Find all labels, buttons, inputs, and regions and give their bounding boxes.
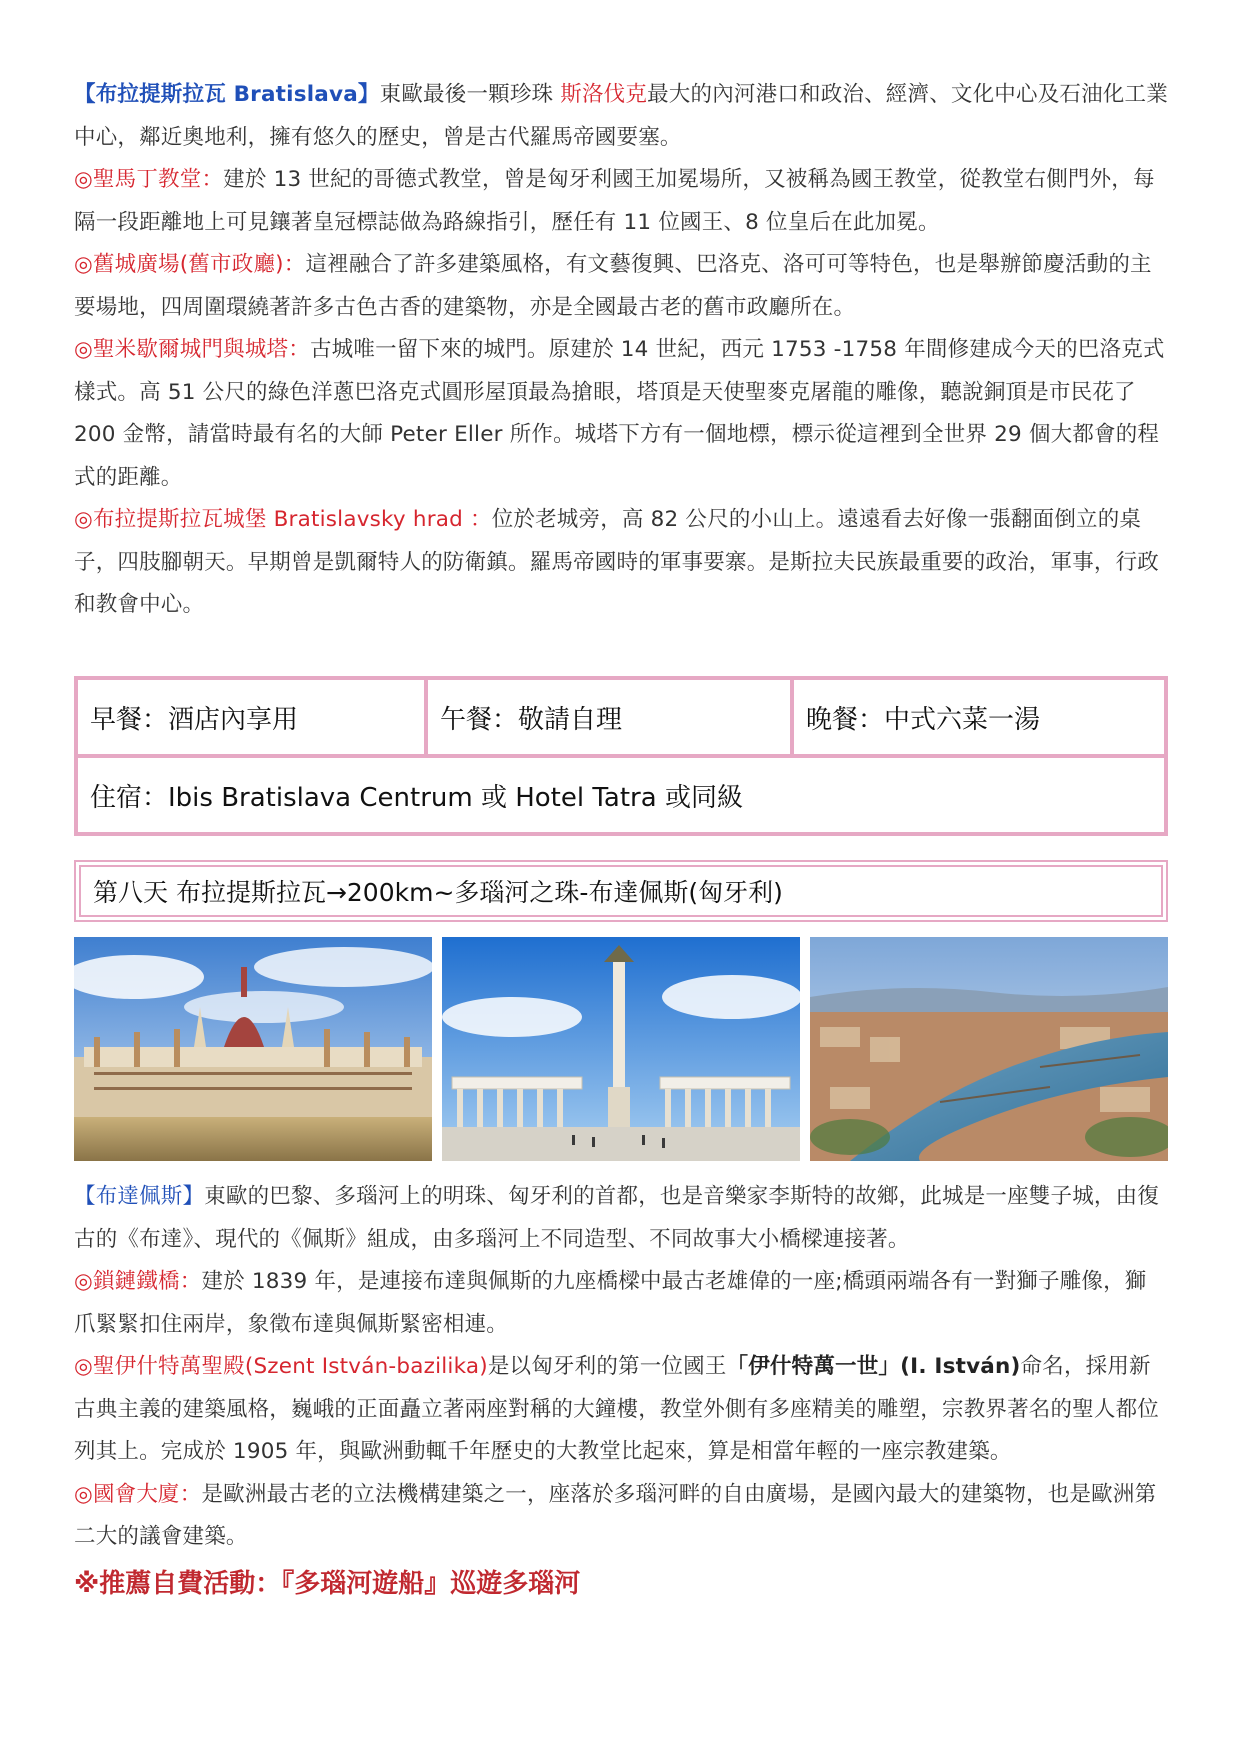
breakfast-cell: 早餐：酒店內享用 bbox=[76, 678, 426, 756]
michael-gate-name: ◎聖米歇爾城門與城塔： bbox=[74, 337, 310, 362]
dinner-cell: 晚餐：中式六菜一湯 bbox=[792, 678, 1166, 756]
photo-strip bbox=[74, 937, 1168, 1161]
budapest-intro bbox=[74, 1176, 1168, 1261]
parliament-paragraph bbox=[74, 1474, 1168, 1559]
old-town-name: ◎舊城廣場(舊市政廳)： bbox=[74, 252, 306, 277]
castle-name: ◎布拉提斯拉瓦城堡 Bratislavsky hrad ： bbox=[74, 507, 492, 532]
michael-gate-paragraph bbox=[74, 329, 1168, 499]
st-martin-name: ◎聖馬丁教堂： bbox=[74, 167, 224, 192]
parliament-name: ◎國會大廈： bbox=[74, 1481, 202, 1507]
st-martin-paragraph bbox=[74, 159, 1168, 244]
budapest-intro-text: 東歐的巴黎、多瑙河上的明珠、匈牙利的首都，也是音樂家李斯特的故鄉，此城是一座雙子城，由復古的《布達》、現代的《佩斯》組成，由多瑙河上不同造型、不同故事大小橋樑連接著。 bbox=[74, 1184, 1160, 1252]
bratislava-intro bbox=[74, 74, 1168, 159]
old-town-text: 這裡融合了許多建築風格，有文藝復興、巴洛克、洛可可等特色，也是舉辦節慶活動的主要場地，四周圍環繞著許多古色古香的建築物，亦是全國最古老的舊市政廳所在。 bbox=[74, 252, 1152, 320]
chain-bridge-text: 建於 1839 年，是連接布達與佩斯的九座橋樑中最古老雄偉的一座;橋頭兩端各有一對獅子雕像，獅爪緊緊扣住兩岸，象徵布達與佩斯緊密相連。 bbox=[74, 1269, 1147, 1337]
basilica-paragraph bbox=[74, 1346, 1168, 1474]
basilica-mid: 是以匈牙利的第一位國王 bbox=[487, 1354, 727, 1379]
day8-title: 第八天 布拉提斯拉瓦→200km~多瑙河之珠-布達佩斯(匈牙利) bbox=[79, 865, 1163, 917]
castle-text: 位於老城旁，高 82 公尺的小山上。遠遠看去好像一張翻面倒立的桌子，四肢腳朝天。早期曾是凱爾特人的防衛鎮。羅馬帝國時的軍事要寨。是斯拉夫民族最重要的政治，軍事，行政和教會中心。 bbox=[74, 507, 1160, 617]
castle-paragraph bbox=[74, 499, 1168, 627]
day8-header bbox=[74, 860, 1168, 922]
danube-panorama-photo bbox=[810, 937, 1168, 1161]
hotel-cell: 住宿：Ibis Bratislava Centrum 或 Hotel Tatra 或同級 bbox=[76, 756, 1166, 834]
budapest-section bbox=[74, 1176, 1168, 1600]
bratislava-intro-pre: 東歐最後一顆珍珠 bbox=[379, 82, 561, 107]
recommended-activity: ※推薦自費活動：『多瑙河遊船』巡遊多瑙河 bbox=[74, 1568, 581, 1599]
budapest-title: 【布達佩斯】 bbox=[74, 1184, 205, 1209]
bratislava-section bbox=[74, 74, 1168, 627]
michael-gate-text: 古城唯一留下來的城門。原建於 14 世紀，西元 1753 -1758 年間修建成今天的巴洛克式樣式。高 51 公尺的綠色洋蔥巴洛克式圓形屋頂最為搶眼，塔頂是天使聖麥克屠龍的雕像，聽說銅頂是市民花了 200 金幣，請當時最有名的大師 Peter Eller 所作。城塔下方有一個地標，標示從這裡到全世界 29 個大都會的程式的距離。 bbox=[74, 337, 1165, 490]
parliament-photo bbox=[74, 937, 432, 1161]
chain-bridge-name: ◎鎖鏈鐵橋： bbox=[74, 1269, 202, 1294]
basilica-name: ◎聖伊什特萬聖殿(Szent István-bazilika) bbox=[74, 1354, 488, 1379]
bratislava-title: 【布拉提斯拉瓦 Bratislava】 bbox=[74, 82, 380, 107]
bratislava-intro-post: 最大的內河港口和政治、經濟、文化中心及石油化工業中心，鄰近奧地利，擁有悠久的歷史，曾是古代羅馬帝國要塞。 bbox=[74, 82, 1168, 150]
slovakia-name: 斯洛伐克 bbox=[560, 82, 648, 107]
lunch-cell: 午餐：敬請自理 bbox=[426, 678, 792, 756]
old-town-paragraph bbox=[74, 244, 1168, 329]
king-name: 「伊什特萬一世」(I. István) bbox=[726, 1354, 1021, 1379]
heroes-square-photo bbox=[442, 937, 800, 1161]
parliament-text: 是歐洲最古老的立法機構建築之一，座落於多瑙河畔的自由廣場，是國內最大的建築物，也是歐洲第二大的議會建築。 bbox=[74, 1481, 1157, 1549]
st-martin-text: 建於 13 世紀的哥德式教堂，曾是匈牙利國王加冕場所，又被稱為國王教堂，從教堂右側門外，每隔一段距離地上可見鑲著皇冠標誌做為路線指引，歷任有 11 位國王、8 位皇后在此加冕。 bbox=[74, 167, 1155, 235]
meal-table bbox=[74, 676, 1168, 836]
basilica-text: 命名，採用新古典主義的建築風格，巍峨的正面矗立著兩座對稱的大鐘樓，教堂外側有多座精美的雕塑，宗教界著名的聖人都位列其上。完成於 1905 年，與歐洲動輒千年歷史的大教堂比起來，算是相當年輕的一座宗教建築。 bbox=[74, 1354, 1160, 1464]
chain-bridge-paragraph bbox=[74, 1261, 1168, 1346]
